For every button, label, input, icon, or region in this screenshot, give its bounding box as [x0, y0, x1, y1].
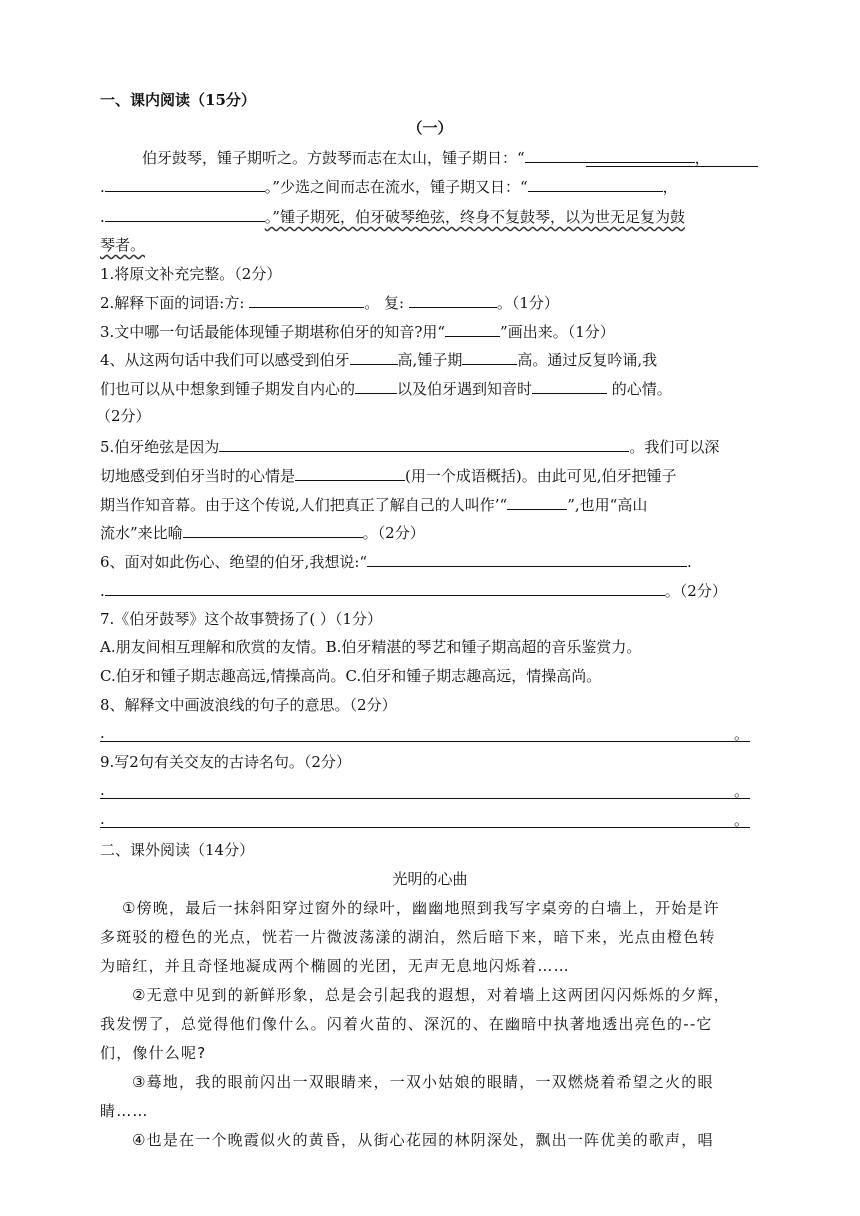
question-text: 。 复:	[364, 294, 405, 312]
question-3	[100, 321, 615, 342]
fill-blank[interactable]	[525, 147, 695, 163]
question-5-line-2	[100, 465, 677, 486]
answer-blank[interactable]	[295, 465, 405, 481]
question-text: .	[100, 582, 105, 600]
question-1: 1.将原文补充完整。（2分）	[100, 265, 282, 283]
section2-heading: 二、课外阅读（14分）	[100, 841, 255, 859]
question-6-line-1	[100, 551, 692, 572]
question-text: ”,也用“高山	[567, 496, 648, 514]
paragraph-1-line-2: 多斑驳的橙色的光点，恍若一片微波荡漾的湖泊，然后暗下来，暗下来，光点由橙色转	[100, 928, 716, 946]
question-9: 9.写2句有关交友的古诗名句。（2分）	[100, 753, 351, 771]
question-text: 们也可以从中想象到锺子期发自内心的	[100, 380, 356, 398]
passage-text: ，	[662, 178, 678, 196]
passage-line-3	[100, 206, 685, 227]
answer-blank[interactable]	[507, 494, 567, 510]
part-label: （一）	[407, 119, 453, 137]
fill-blank[interactable]	[105, 206, 265, 222]
answer-line-end: 。	[734, 782, 750, 800]
question-text: 期当作知音幕。由于这个传说,人们把真正了解自己的人叫作’“	[100, 496, 508, 514]
answer-blank[interactable]	[219, 436, 629, 452]
article-title: 光明的心曲	[392, 870, 468, 888]
section1-heading: 一、课内阅读（15分）	[100, 91, 256, 109]
answer-line[interactable]	[100, 798, 750, 799]
answer-blank[interactable]	[355, 378, 397, 394]
question-text: 4、从这两句话中我们可以感受到伯牙	[100, 351, 350, 369]
answer-blank[interactable]	[445, 321, 500, 337]
answer-blank[interactable]	[183, 522, 363, 538]
question-7: 7.《伯牙鼓琴》这个故事赞扬了( ）（1分）	[100, 610, 382, 628]
question-text: 3.文中哪一句话最能体现锺子期堪称伯牙的知音?用“	[100, 323, 446, 341]
answer-line-end: 。	[734, 725, 750, 743]
answer-blank[interactable]	[105, 580, 665, 596]
question-8: 8、解释文中画波浪线的句子的意思。（2分）	[100, 696, 397, 714]
answer-blank[interactable]	[367, 551, 687, 567]
paragraph-2-line-2: 我发愣了，总觉得他们像什么。闪着火苗的、深沉的、在幽暗中执著地透出亮色的--它	[100, 1015, 713, 1033]
passage-text: 伯牙鼓琴，锺子期听之。方鼓琴而志在太山，锺子期日：“	[142, 149, 525, 167]
paragraph-4-line-1: ④也是在一个晚霞似火的黄昏，从街心花园的林阴深处，飘出一阵优美的歌声，唱	[132, 1131, 714, 1149]
paragraph-1-line-1: ①傍晚，最后一抹斜阳穿过窗外的绿叶，幽幽地照到我写字桌旁的白墙上，开始是许	[122, 899, 720, 917]
question-text: (用一个成语概括)。由此可见,伯牙把锺子	[405, 467, 677, 485]
question-text: ”画出来。（1分）	[500, 323, 615, 341]
paragraph-3-line-2: 睛……	[100, 1102, 149, 1120]
underline	[586, 166, 758, 167]
paragraph-3-line-1: ③蓦地，我的眼前闪出一双眼睛来，一双小姑娘的眼睛，一双燃烧着希望之火的眼	[132, 1073, 714, 1091]
question-text: 高。通过反复吟诵,我	[517, 351, 658, 369]
passage-text: 。”少选之间而志在流水，锺子期又日：“	[264, 178, 528, 196]
question-5-line-3	[100, 494, 647, 515]
question-text: 的心情。	[607, 380, 672, 398]
question-4-line-2	[100, 378, 672, 399]
question-text: 以及伯牙遇到知音时	[397, 380, 533, 398]
wavy-underlined-sentence: 。”锺子期死，伯牙破琴绝弦，终身不复鼓琴，以为世无足复为鼓	[264, 208, 685, 226]
question-7-options-ab: A.朋友间相互理解和欣赏的友情。B.伯牙精湛的琴艺和锺子期高超的音乐鉴赏力。	[100, 638, 642, 656]
passage-line-1	[142, 147, 710, 168]
answer-line-start: .	[100, 810, 105, 828]
question-4-line-1	[100, 349, 657, 370]
question-5-line-1	[100, 436, 719, 457]
paragraph-2-line-3: 们，像什么呢?	[100, 1044, 207, 1062]
question-text: 高,锺子期	[397, 351, 463, 369]
passage-line-2	[100, 176, 678, 197]
question-text: 6、面对如此伤心、绝望的伯牙,我想说:“	[100, 553, 368, 571]
passage-line-4	[100, 235, 145, 255]
answer-line-start: .	[100, 724, 105, 742]
answer-blank[interactable]	[462, 349, 517, 365]
answer-line-end: 。	[734, 811, 750, 829]
question-text: 。（1分）	[496, 294, 559, 312]
passage-text: .	[100, 178, 105, 196]
question-text: 切地感受到伯牙当时的心情是	[100, 467, 296, 485]
question-text: 。（2分）	[664, 582, 727, 600]
answer-blank[interactable]	[532, 378, 607, 394]
answer-blank[interactable]	[350, 349, 398, 365]
paragraph-1-line-3: 为暗红，并且奇怪地凝成两个椭圆的光团，无声无息地闪烁着……	[100, 957, 570, 975]
answer-line-start: .	[100, 781, 105, 799]
question-text: 流水”来比喻	[100, 524, 183, 542]
question-text: 。（2分）	[362, 524, 425, 542]
question-6-line-2	[100, 580, 727, 601]
question-4-score: （2分）	[96, 407, 151, 425]
question-7-options-cd: C.伯牙和锺子期志趣高远,情操高尚。C.伯牙和锺子期志趣高远，情操高尚。	[100, 667, 602, 685]
paragraph-2-line-1: ②无意中见到的新鲜形象，总是会引起我的遐想，对着墙上这两团闪闪烁烁的夕辉，	[132, 986, 730, 1004]
question-5-line-4	[100, 522, 425, 543]
question-text: 2.解释下面的词语:方:	[100, 294, 245, 312]
fill-blank[interactable]	[105, 176, 265, 192]
wavy-underlined-sentence: 琴者。	[100, 236, 146, 254]
question-text: 5.伯牙绝弦是因为	[100, 438, 220, 456]
passage-text: ，	[694, 149, 710, 167]
question-2	[100, 292, 559, 313]
answer-blank-fu[interactable]	[409, 292, 497, 308]
answer-line[interactable]	[100, 741, 750, 742]
question-text: 。我们可以深	[629, 438, 720, 456]
answer-line[interactable]	[100, 827, 750, 828]
answer-blank-fang[interactable]	[249, 292, 364, 308]
passage-text: .	[100, 208, 105, 226]
question-text: .	[687, 553, 692, 571]
fill-blank[interactable]	[528, 176, 663, 192]
